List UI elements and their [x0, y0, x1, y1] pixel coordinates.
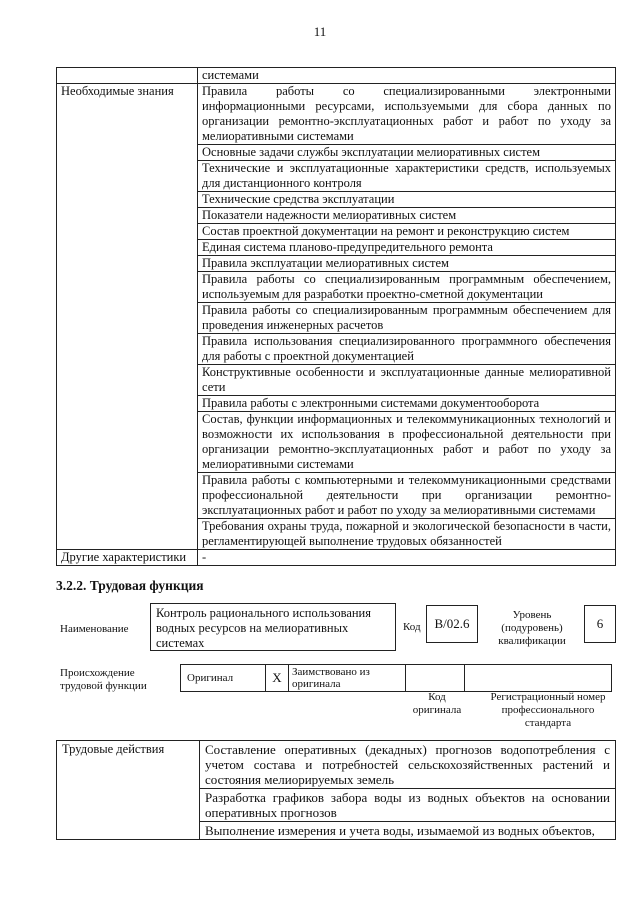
actions-table — [56, 740, 616, 840]
knowledge-item: Правила работы с компьютерными и телекоммуникационными средствами профессиональной деятельности при организации ремонтно-эксплуатационных работ и работ по уходу за мелиоративными системами — [198, 473, 616, 519]
table-row — [57, 741, 616, 789]
page-number: 11 — [313, 24, 327, 39]
knowledge-item: Единая система планово-предупредительного ремонта — [198, 240, 616, 256]
original-mark: X — [266, 665, 289, 692]
code-value: B/02.6 — [434, 616, 470, 631]
code-label: Код — [403, 621, 421, 633]
actions-label: Трудовые действия — [57, 741, 200, 840]
section-title: 3.2.2. Трудовая функция — [56, 578, 204, 593]
code-box — [426, 605, 478, 643]
knowledge-item: Конструктивные особенности и эксплуатационные данные мелиоративной сети — [198, 365, 616, 396]
action-item: Составление оперативных (декадных) прогнозов водопотребления с учетом состава и потребностей сельскохозяйственных растений и состояния мелиорируемых земель — [200, 741, 616, 789]
knowledge-item: Требования охраны труда, пожарной и экологической безопасности в части, регламентирующей выполнение трудовых обязанностей — [198, 519, 616, 550]
knowledge-table — [56, 67, 616, 566]
knowledge-item: Состав проектной документации на ремонт и реконструкцию систем — [198, 224, 616, 240]
table-row — [57, 550, 616, 566]
knowledge-item: Основные задачи службы эксплуатации мелиоративных систем — [198, 145, 616, 161]
other-value: - — [198, 550, 616, 566]
knowledge-item: Правила работы с электронными системами документооборота — [198, 396, 616, 412]
action-item: Выполнение измерения и учета воды, изымаемой из водных объектов, — [200, 822, 616, 840]
action-item: Разработка графиков забора воды из водных объектов на основании оперативных прогнозов — [200, 789, 616, 822]
knowledge-item: Технические средства эксплуатации — [198, 192, 616, 208]
origin-table — [180, 664, 612, 692]
level-box — [584, 605, 616, 643]
name-box — [150, 603, 396, 651]
row-label-empty — [57, 68, 198, 84]
actions-table-body — [57, 741, 616, 840]
knowledge-item: Показатели надежности мелиоративных систем — [198, 208, 616, 224]
knowledge-label: Необходимые знания — [57, 84, 198, 550]
knowledge-item: Правила эксплуатации мелиоративных систем — [198, 256, 616, 272]
reg-number-cell — [465, 665, 612, 692]
table-row — [57, 84, 616, 145]
knowledge-item: Состав, функции информационных и телекоммуникационных технологий и возможности их использования в профессиональной деятельности при организации ремонтно-эксплуатационных работ и работ по уходу за мелиоративными системами — [198, 412, 616, 473]
level-label: Уровень (подуровень) квалификации — [498, 609, 566, 647]
code-original-cell — [406, 665, 465, 692]
table-row — [57, 68, 616, 84]
name-label: Наименование — [60, 623, 129, 635]
knowledge-item: Правила использования специализированного программного обеспечения для работы с проектной документацией — [198, 334, 616, 365]
knowledge-item: Технические и эксплуатационные характеристики средств, используемых для дистанционного контроля — [198, 161, 616, 192]
knowledge-item: Правила работы со специализированным программным обеспечением, используемым для разработки проектно-сметной документации — [198, 272, 616, 303]
code-original-caption: Код оригинала — [412, 691, 462, 716]
original-label: Оригинал — [181, 665, 266, 692]
name-value: Контроль рационального использования водных ресурсов на мелиоративных системах — [156, 606, 371, 650]
knowledge-table-body — [57, 68, 616, 566]
reg-number-caption: Регистрационный номер профессионального стандарта — [490, 691, 606, 729]
borrowed-label: Заимствовано из оригинала — [289, 665, 406, 692]
origin-label: Происхождение трудовой функции — [60, 667, 147, 692]
knowledge-item: системами — [198, 68, 616, 84]
level-value: 6 — [596, 616, 604, 631]
knowledge-item: Правила работы со специализированным программным обеспечением для проведения инженерных расчетов — [198, 303, 616, 334]
knowledge-item: Правила работы со специализированными электронными информационными ресурсами, используемыми для сбора данных по организации ремонтно-эксплуатационных работ и работ по уходу за мелиоративными системами — [198, 84, 616, 145]
other-label: Другие характеристики — [57, 550, 198, 566]
